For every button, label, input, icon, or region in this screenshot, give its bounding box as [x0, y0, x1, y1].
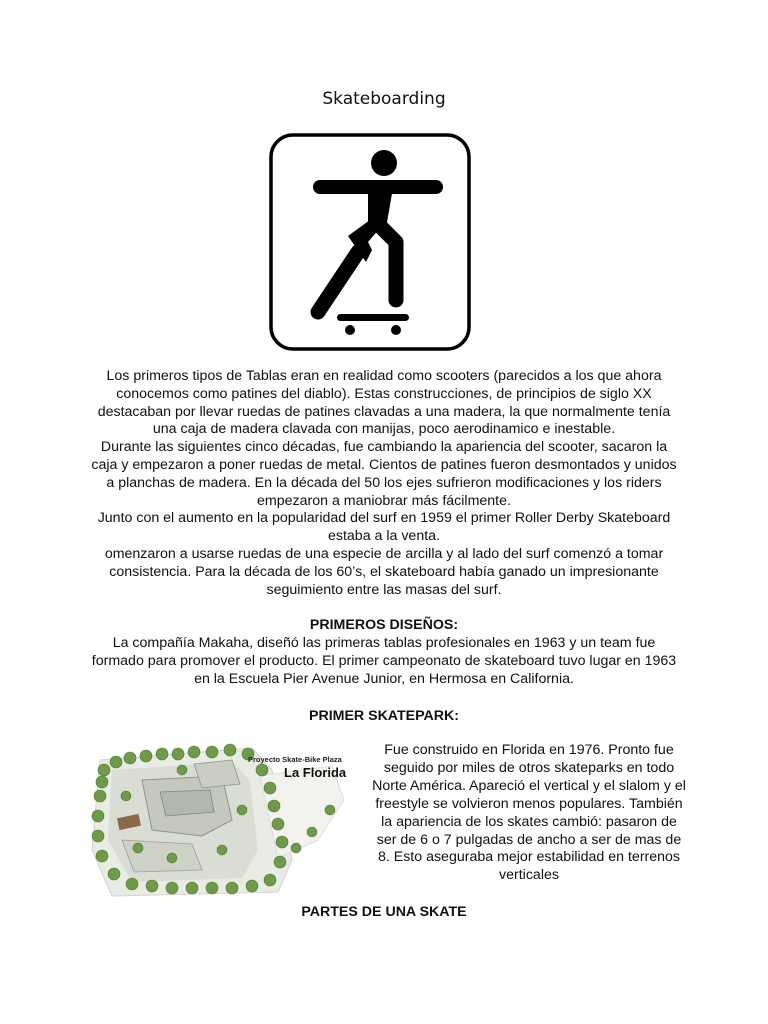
skatepark-plan-image	[82, 740, 354, 898]
skatepark-line: 8. Esto aseguraba mejor estabilidad en terrenos	[377, 849, 681, 866]
intro-line: estaba a la venta.	[327, 528, 440, 545]
plan-caption-big: La Florida	[284, 765, 347, 780]
primeros-line: formado para promover el producto. El primer campeonato de skateboard tuvo lugar en 1963	[91, 652, 677, 669]
skatepark-line: Fue construido en Florida en 1976. Pronto fue	[384, 742, 674, 758]
skatepark-line: freestyle se volvieron menos populares. También	[375, 795, 683, 812]
intro-line: Junto con el aumento en la popularidad del surf en 1959 el primer Roller Derby Skateboard	[97, 510, 671, 527]
skatepark-line: Norte América. Apareció el vertical y el slalom y el	[372, 777, 686, 794]
primeros-line: en la Escuela Pier Avenue Junior, en Hermosa en California.	[194, 670, 574, 687]
partes-skate-heading: PARTES DE UNA SKATE	[301, 904, 467, 920]
primer-skatepark-heading: PRIMER SKATEPARK:	[308, 708, 460, 724]
skatepark-line: la apariencia de los skates cambió: pasaron de	[381, 813, 677, 830]
intro-paragraph	[66, 368, 702, 599]
primeros-line: La compañía Makaha, diseñó las primeras tablas profesionales en 1963 y un team fue	[112, 635, 656, 651]
plan-caption-small: Proyecto Skate-Bike Plaza	[248, 755, 342, 764]
intro-line: conocemos como patines del diablo). Estas construcciones, de principios de siglo XX	[116, 385, 652, 402]
intro-line: caja y empezaron a poner ruedas de metal. Cientos de patines fueron desmontados y unidos	[91, 456, 677, 473]
skatepark-line: verticales	[499, 867, 559, 884]
intro-line: consistencia. Para la década de los 60’s, el skateboard había ganado un impresionante	[109, 563, 659, 580]
intro-line: una caja de madera clavada con manijas, poco aerodinamico e inestable.	[152, 421, 616, 438]
skatepark-paragraph	[360, 742, 698, 885]
page-title: Skateboarding	[322, 89, 446, 109]
intro-line: seguimiento entre las masas del surf.	[266, 581, 502, 598]
primeros-paragraph	[66, 635, 702, 688]
intro-line: Durante las siguientes cinco décadas, fue cambiando la apariencia del scooter, sacaron la	[100, 439, 668, 456]
intro-line: destacaban por llevar ruedas de patines clavadas a una madera, la que normalmente tenía	[97, 403, 671, 420]
skateboarder-sign-icon	[268, 132, 472, 352]
intro-line: Los primeros tipos de Tablas eran en realidad como scooters (parecidos a los que ahora	[106, 368, 662, 384]
intro-line: a planchas de madera. En la década del 50 los ejes sufrieron modificaciones y los riders	[106, 474, 662, 491]
intro-line: omenzaron a usarse ruedas de una especie de arcilla y al lado del surf comenzó a tomar	[104, 545, 664, 562]
skatepark-line: seguido por miles de otros skateparks en todo	[383, 759, 675, 776]
intro-line: empezaron a maniobrar más fácilmente.	[257, 492, 511, 509]
skatepark-line: ser de 6 o 7 pulgadas de ancho a ser de mas de	[376, 831, 682, 848]
primeros-disenos-heading: PRIMEROS DISEÑOS:	[309, 617, 459, 633]
